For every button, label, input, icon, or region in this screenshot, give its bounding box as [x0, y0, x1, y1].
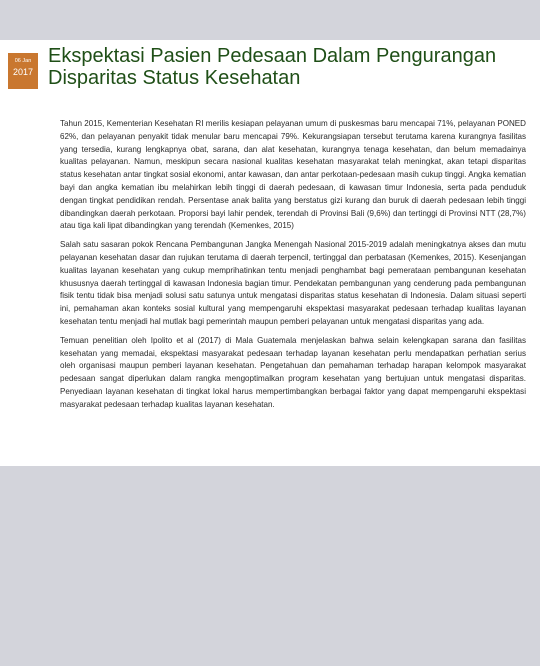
date-badge: [8, 53, 38, 89]
article-title: Ekspektasi Pasien Pedesaan Dalam Pengurangan Disparitas Status Kesehatan: [48, 45, 497, 89]
article-paragraph: Tahun 2015, Kementerian Kesehatan RI merilis kesiapan pelayanan umum di puskesmas baru mencapai 71%, pelayanan PONED 62%, dan pelayanan penyakit tidak menular baru mencapai 79%. Kekurangsiapan tersebut terutama karena kurangnya fasilitas yang tersedia, kurang lengkapnya obat, sarana, dan alat kesehatan, kurangnya tenaga kesehatan, dan belum memadainya kualitas pelayanan. Namun, meskipun secara nasional kualitas kesehatan masyarakat telah meningkat, akan tetapi disparitas status kesehatan antar tingkat sosial ekonomi, antar kawasan, dan antar perkotaan-pedesaan masih cukup tinggi. Angka kematian bayi dan angka kematian ibu melahirkan lebih tinggi di daerah pedesaan, di kawasan timur Indonesia, serta pada penduduk dengan tingkat pendidikan rendah. Persentase anak balita yang berstatus gizi kurang dan buruk di daerah pedesaan lebih tinggi dibandingkan daerah perkotaan. Proporsi bayi lahir pendek, terendah di Provinsi Bali (9,6%) dan tertinggi di Provinsi NTT (28,7%) atau tiga kali lipat dibandingkan yang terendah (Kemenkes, 2015): [60, 119, 526, 231]
date-day-month: 06 Jan: [14, 58, 32, 64]
article-paragraph: Salah satu sasaran pokok Rencana Pembangunan Jangka Menengah Nasional 2015-2019 adalah meningkatnya akses dan mutu pelayanan kesehatan dasar dan rujukan terutama di daerah terpencil, tertinggal dan perbatasan (Kemenkes, 2015). Kesenjangan kualitas layanan kesehatan yang cukup memprihatinkan tentu menjadi penghambat bagi pemerataan pembangunan kesehatan khususnya daerah tertinggal di kawasan Indonesia bagian timur. Pendekatan pembangunan yang cenderung pada pembangunan fisik tentu tidak bisa menjadi solusi satu satunya untuk mengatasi disparitas status kesehatan di Indonesia. Dalam situasi seperti ini, pemahaman akan konteks sosial kultural yang mempengaruhi ekspektasi masyarakat pedesaan terhadap kualitas layanan kesehatan tentu menjadi hal mutlak bagi pemerintah maupun pemberi pelayanan untuk mengatasi disparitas yang ada.: [60, 240, 526, 326]
article-paragraph: Temuan penelitian oleh Ipolito et al (2017) di Mala Guatemala menjelaskan bahwa selain kelengkapan sarana dan fasilitas kesehatan yang memadai, ekspektasi masyarakat pedesaan terhadap layanan kesehatan perlu mendapatkan perhatian serius oleh organisasi maupun pemberi layanan kesehatan. Pengetahuan dan pemahaman terhadap harapan kelompok masyarakat pedesaan sangat diperlukan dalam rangka mengoptimalkan program kesehatan yang bertujuan untuk mengatasi disparitas. Penyediaan layanan kesehatan di tingkat lokal harus mempertimbangkan berbagai faktor yang dapat mempengaruhi ekspektasi masyarakat pedesaan terhadap kualitas layanan kesehatan.: [60, 335, 526, 409]
date-year: 2017: [12, 67, 34, 77]
article-page: [0, 40, 540, 466]
article-body: [60, 118, 526, 418]
